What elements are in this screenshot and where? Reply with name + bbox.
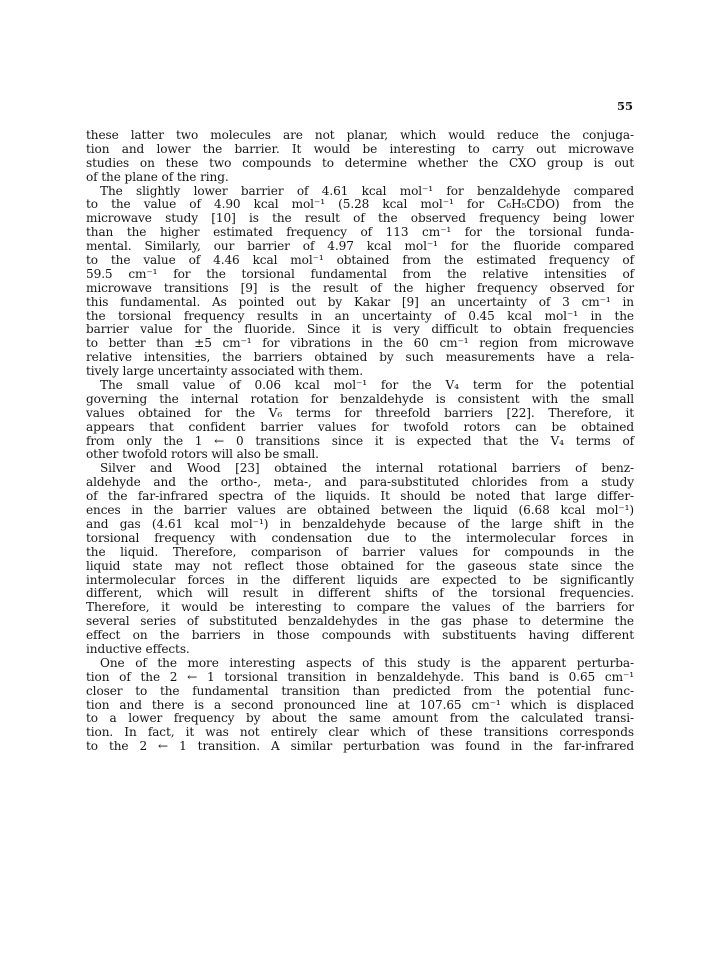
body-text: [86, 129, 634, 754]
text-line: mental. Similarly, our barrier of 4.97 kcal mol⁻¹ for the fluoride compared: [86, 239, 634, 254]
text-line: The slightly lower barrier of 4.61 kcal mol⁻¹ for benzaldehyde compared: [100, 183, 634, 198]
text-line: the liquid. Therefore, comparison of barrier values for compounds in the: [86, 544, 634, 559]
text-line: of the plane of the ring.: [86, 169, 229, 184]
text-line: liquid state may not reflect those obtained for the gaseous state since the: [86, 558, 634, 573]
text-line: torsional frequency with condensation due to the intermolecular forces in: [86, 530, 634, 545]
text-line: inductive effects.: [86, 641, 190, 656]
text-line: Silver and Wood [23] obtained the internal rotational barriers of benz-: [100, 461, 634, 476]
text-line: microwave transitions [9] is the result of the higher frequency observed for: [86, 280, 634, 295]
text-line: Therefore, it would be interesting to compare the values of the barriers for: [86, 600, 634, 615]
text-line: intermolecular forces in the different liquids are expected to be significantly: [86, 572, 634, 587]
text-line: tively large uncertainty associated with them.: [86, 364, 364, 379]
page-number: 55: [616, 99, 633, 113]
text-line: the torsional frequency results in an uncertainty of 0.45 kcal mol⁻¹ in the: [86, 308, 634, 323]
text-line: to the value of 4.90 kcal mol⁻¹ (5.28 kcal mol⁻¹ for C₆H₅CDO) from the: [86, 197, 634, 212]
text-line: appears that confident barrier values for twofold rotors can be obtained: [86, 419, 634, 434]
text-line: of the far-infrared spectra of the liquids. It should be noted that large differ-: [86, 489, 634, 504]
text-line: governing the internal rotation for benzaldehyde is consistent with the small: [86, 391, 634, 406]
text-line: One of the more interesting aspects of this study is the apparent perturba-: [100, 655, 634, 670]
text-line: tion and lower the barrier. It would be interesting to carry out microwave: [86, 141, 634, 156]
text-line: ences in the barrier values are obtained between the liquid (6.68 kcal mol⁻¹): [86, 503, 634, 518]
text-line: this fundamental. As pointed out by Kakar [9] an uncertainty of 3 cm⁻¹ in: [86, 294, 634, 309]
text-line: these latter two molecules are not planar, which would reduce the conjuga-: [86, 128, 634, 142]
text-line: relative intensities, the barriers obtained by such measurements have a rela-: [86, 350, 634, 365]
text-line: effect on the barriers in those compounds with substituents having different: [86, 628, 634, 643]
text-line: barrier value for the fluoride. Since it is very difficult to obtain frequencies: [86, 322, 634, 337]
text-line: to better than ±5 cm⁻¹ for vibrations in the 60 cm⁻¹ region from microwave: [86, 336, 634, 351]
text-line: values obtained for the V₆ terms for threefold barriers [22]. Therefore, it: [86, 405, 634, 420]
text-line: tion and there is a second pronounced line at 107.65 cm⁻¹ which is displaced: [86, 697, 634, 712]
text-line: The small value of 0.06 kcal mol⁻¹ for the V₄ term for the potential: [100, 378, 634, 393]
text-line: to the value of 4.46 kcal mol⁻¹ obtained from the estimated frequency of: [86, 253, 634, 268]
text-line: to the 2 ← 1 transition. A similar perturbation was found in the far-infrared: [86, 739, 634, 754]
text-line: studies on these two compounds to determine whether the CXO group is out: [86, 155, 634, 170]
text-line: closer to the fundamental transition than predicted from the potential func-: [86, 683, 634, 698]
text-line: tion. In fact, it was not entirely clear which of these transitions corresponds: [86, 725, 634, 740]
text-line: different, which will result in different shifts of the torsional frequencies.: [86, 586, 634, 601]
text-line: microwave study [10] is the result of the observed frequency being lower: [86, 211, 634, 226]
text-line: several series of substituted benzaldehydes in the gas phase to determine the: [86, 614, 634, 629]
text-line: to a lower frequency by about the same amount from the calculated transi-: [86, 711, 634, 726]
text-line: and gas (4.61 kcal mol⁻¹) in benzaldehyde because of the large shift in the: [86, 516, 634, 531]
text-line: aldehyde and the ortho-, meta-, and para-substituted chlorides from a study: [86, 475, 634, 490]
text-line: than the higher estimated frequency of 113 cm⁻¹ for the torsional funda-: [86, 225, 634, 240]
text-line: 59.5 cm⁻¹ for the torsional fundamental from the relative intensities of: [86, 266, 634, 281]
text-line: from only the 1 ← 0 transitions since it is expected that the V₄ terms of: [86, 433, 634, 448]
text-line: tion of the 2 ← 1 torsional transition in benzaldehyde. This band is 0.65 cm⁻¹: [86, 669, 634, 684]
text-line: other twofold rotors will also be small.: [86, 447, 319, 462]
